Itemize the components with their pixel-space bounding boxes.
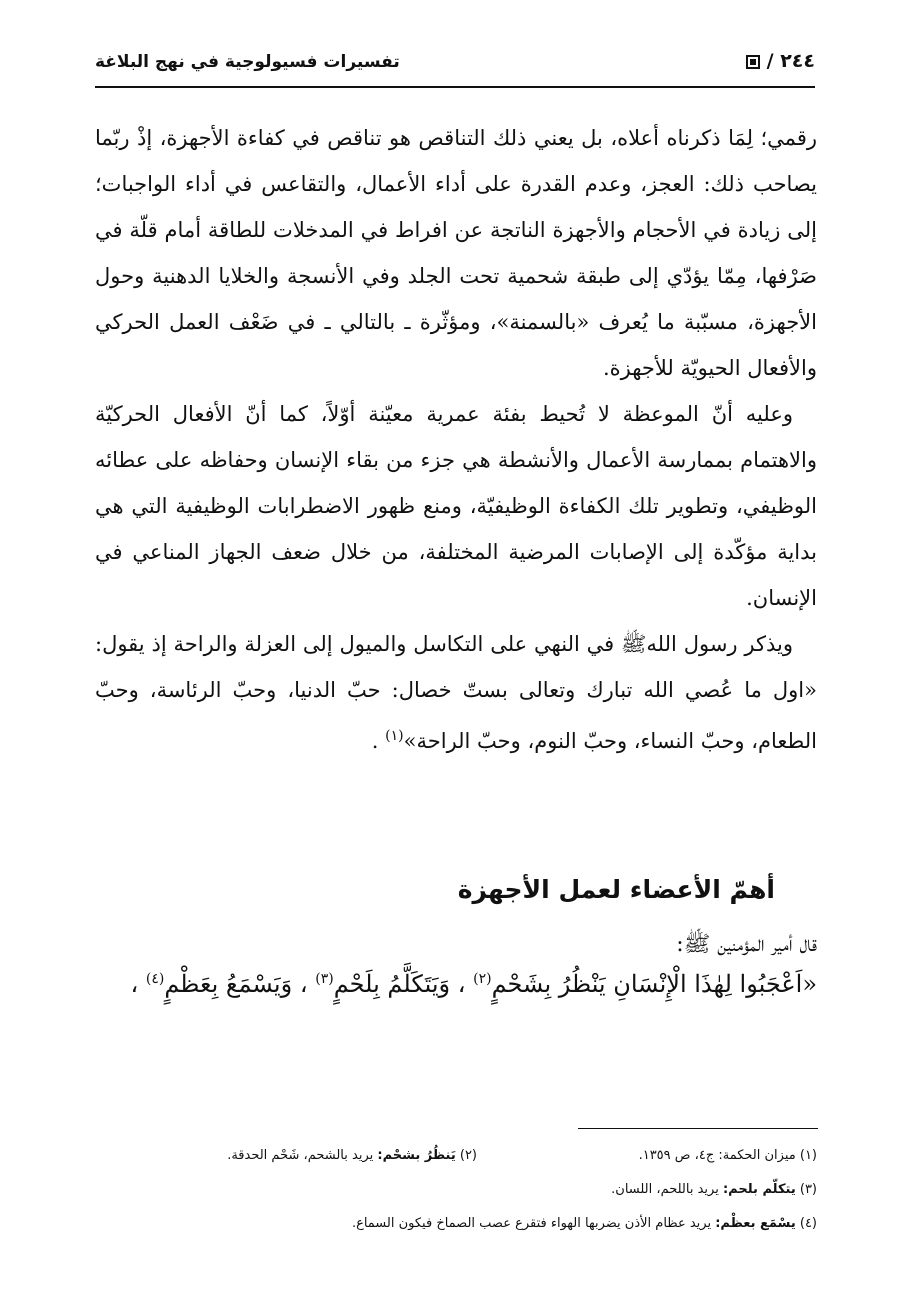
- section-heading: أهمّ الأعضاء لعمل الأجهزة: [457, 875, 775, 904]
- footnote-term: يَنظُرُ بشحْم:: [377, 1148, 456, 1163]
- sermon-quote: [95, 970, 817, 998]
- page-number: ٢٤٤ /: [740, 50, 815, 72]
- footnote-1: [639, 1148, 817, 1163]
- quote-intro: قال أمير المؤمنين ﷺ:: [676, 932, 817, 957]
- running-title: تفسيرات فسيولوجية في نهج البلاغة: [95, 52, 400, 72]
- footnote-row: [95, 1182, 817, 1216]
- footnote-separator: [578, 1128, 818, 1129]
- quote-part-1: «اَعْجَبُوا لِهٰذَا الْإِنْسَانِ يَنْظُرُ بِشَحْمٍ: [491, 970, 817, 998]
- square-ornament-icon: [746, 55, 760, 69]
- footnote-term: يتكلّم بلحم:: [722, 1182, 796, 1197]
- footnote-row: [95, 1216, 817, 1250]
- footnote-ref-2: (٢): [473, 971, 492, 987]
- footnote-text: يريد عظام الأذن يضربها الهواء فتقرع عصب الصماخ فيكون السماع.: [351, 1216, 712, 1231]
- footnote-ref-1: (١): [385, 728, 404, 744]
- quote-part-2: ، وَيَتَكَلَّمُ بِلَحْمٍ: [333, 970, 466, 998]
- footnote-number: (٤): [799, 1216, 817, 1231]
- footnote-text: ميزان الحكمة: ج٤، ص ١٣٥٩.: [638, 1148, 796, 1163]
- footnote-ref-3: (٣): [315, 971, 334, 987]
- footnote-number: (١): [799, 1148, 817, 1163]
- footnote-2: [227, 1148, 477, 1163]
- footnotes: [95, 1148, 817, 1250]
- paragraph-1: رقمي؛ لِمَا ذكرناه أعلاه، بل يعني ذلك التناقص هو تناقص في كفاءة الأجهزة، إذْ ربّما يصاحب ذلك: العجز، وعدم القدرة على أداء الأعمال، والتقاعس في أداء الواجبات؛ إلى زيادة في الأحجام والأجهزة الناتجة عن افراط في المدخلات للطاقة أمام قلّة في صَرْفها، مِمّا يؤدّي إلى طبقة شحمية تحت الجلد وفي الأنسجة والخلايا الدهنية وحول الأجهزة، مسبّبة ما يُعرف «بالسمنة»، ومؤثّرة ـ بالتالي ـ في ضَعْف العمل الحركي والأفعال الحيويّة للأجهزة.: [95, 126, 817, 380]
- quote-part-4: ،: [130, 970, 139, 998]
- footnote-text: يريد باللحم، اللسان.: [611, 1182, 719, 1197]
- paragraph-3-text: ويذكر رسول اللهﷺ في النهي على التكاسل والميول إلى العزلة والراحة إذ يقول: «اول ما عُصي الله تبارك وتعالى بستّ خصال: حبّ الدنيا، وحبّ الرئاسة، وحبّ الطعام، وحبّ النساء، وحبّ النوم، وحبّ الراحة»: [95, 632, 817, 753]
- footnote-ref-4: (٤): [145, 971, 165, 987]
- footnote-number: (٢): [459, 1148, 477, 1163]
- footnote-row: [95, 1148, 817, 1182]
- paragraph-3-end: .: [371, 729, 379, 753]
- paragraph-3: [95, 621, 817, 764]
- footnote-number: (٣): [799, 1182, 817, 1197]
- quote-part-3: ، وَيَسْمَعُ بِعَظْمٍ: [164, 970, 308, 998]
- paragraph-2: وعليه أنّ الموعظة لا تُحيط بفئة عمرية معيّنة أوّلاً، كما أنّ الأفعال الحركيّة والاهتمام بممارسة الأعمال والأنشطة هي جزء من بقاء الإنسان وحفاظه على عطائه الوظيفي، وتطوير تلك الكفاءة الوظيفيّة، ومنع ظهور الاضطرابات الوظيفية التي هي بداية مؤكّدة إلى الإصابات المرضية المختلفة، من خلال ضعف الجهاز المناعي في الإنسان.: [95, 402, 817, 610]
- footnote-3: [611, 1182, 817, 1197]
- body-text: [95, 115, 817, 764]
- footnote-text: يريد بالشحم، شَحْم الحدقة.: [227, 1148, 374, 1163]
- footnote-4: [352, 1216, 817, 1231]
- page-header: [95, 52, 815, 88]
- footnote-term: يسْمَع بعظْم:: [715, 1216, 796, 1231]
